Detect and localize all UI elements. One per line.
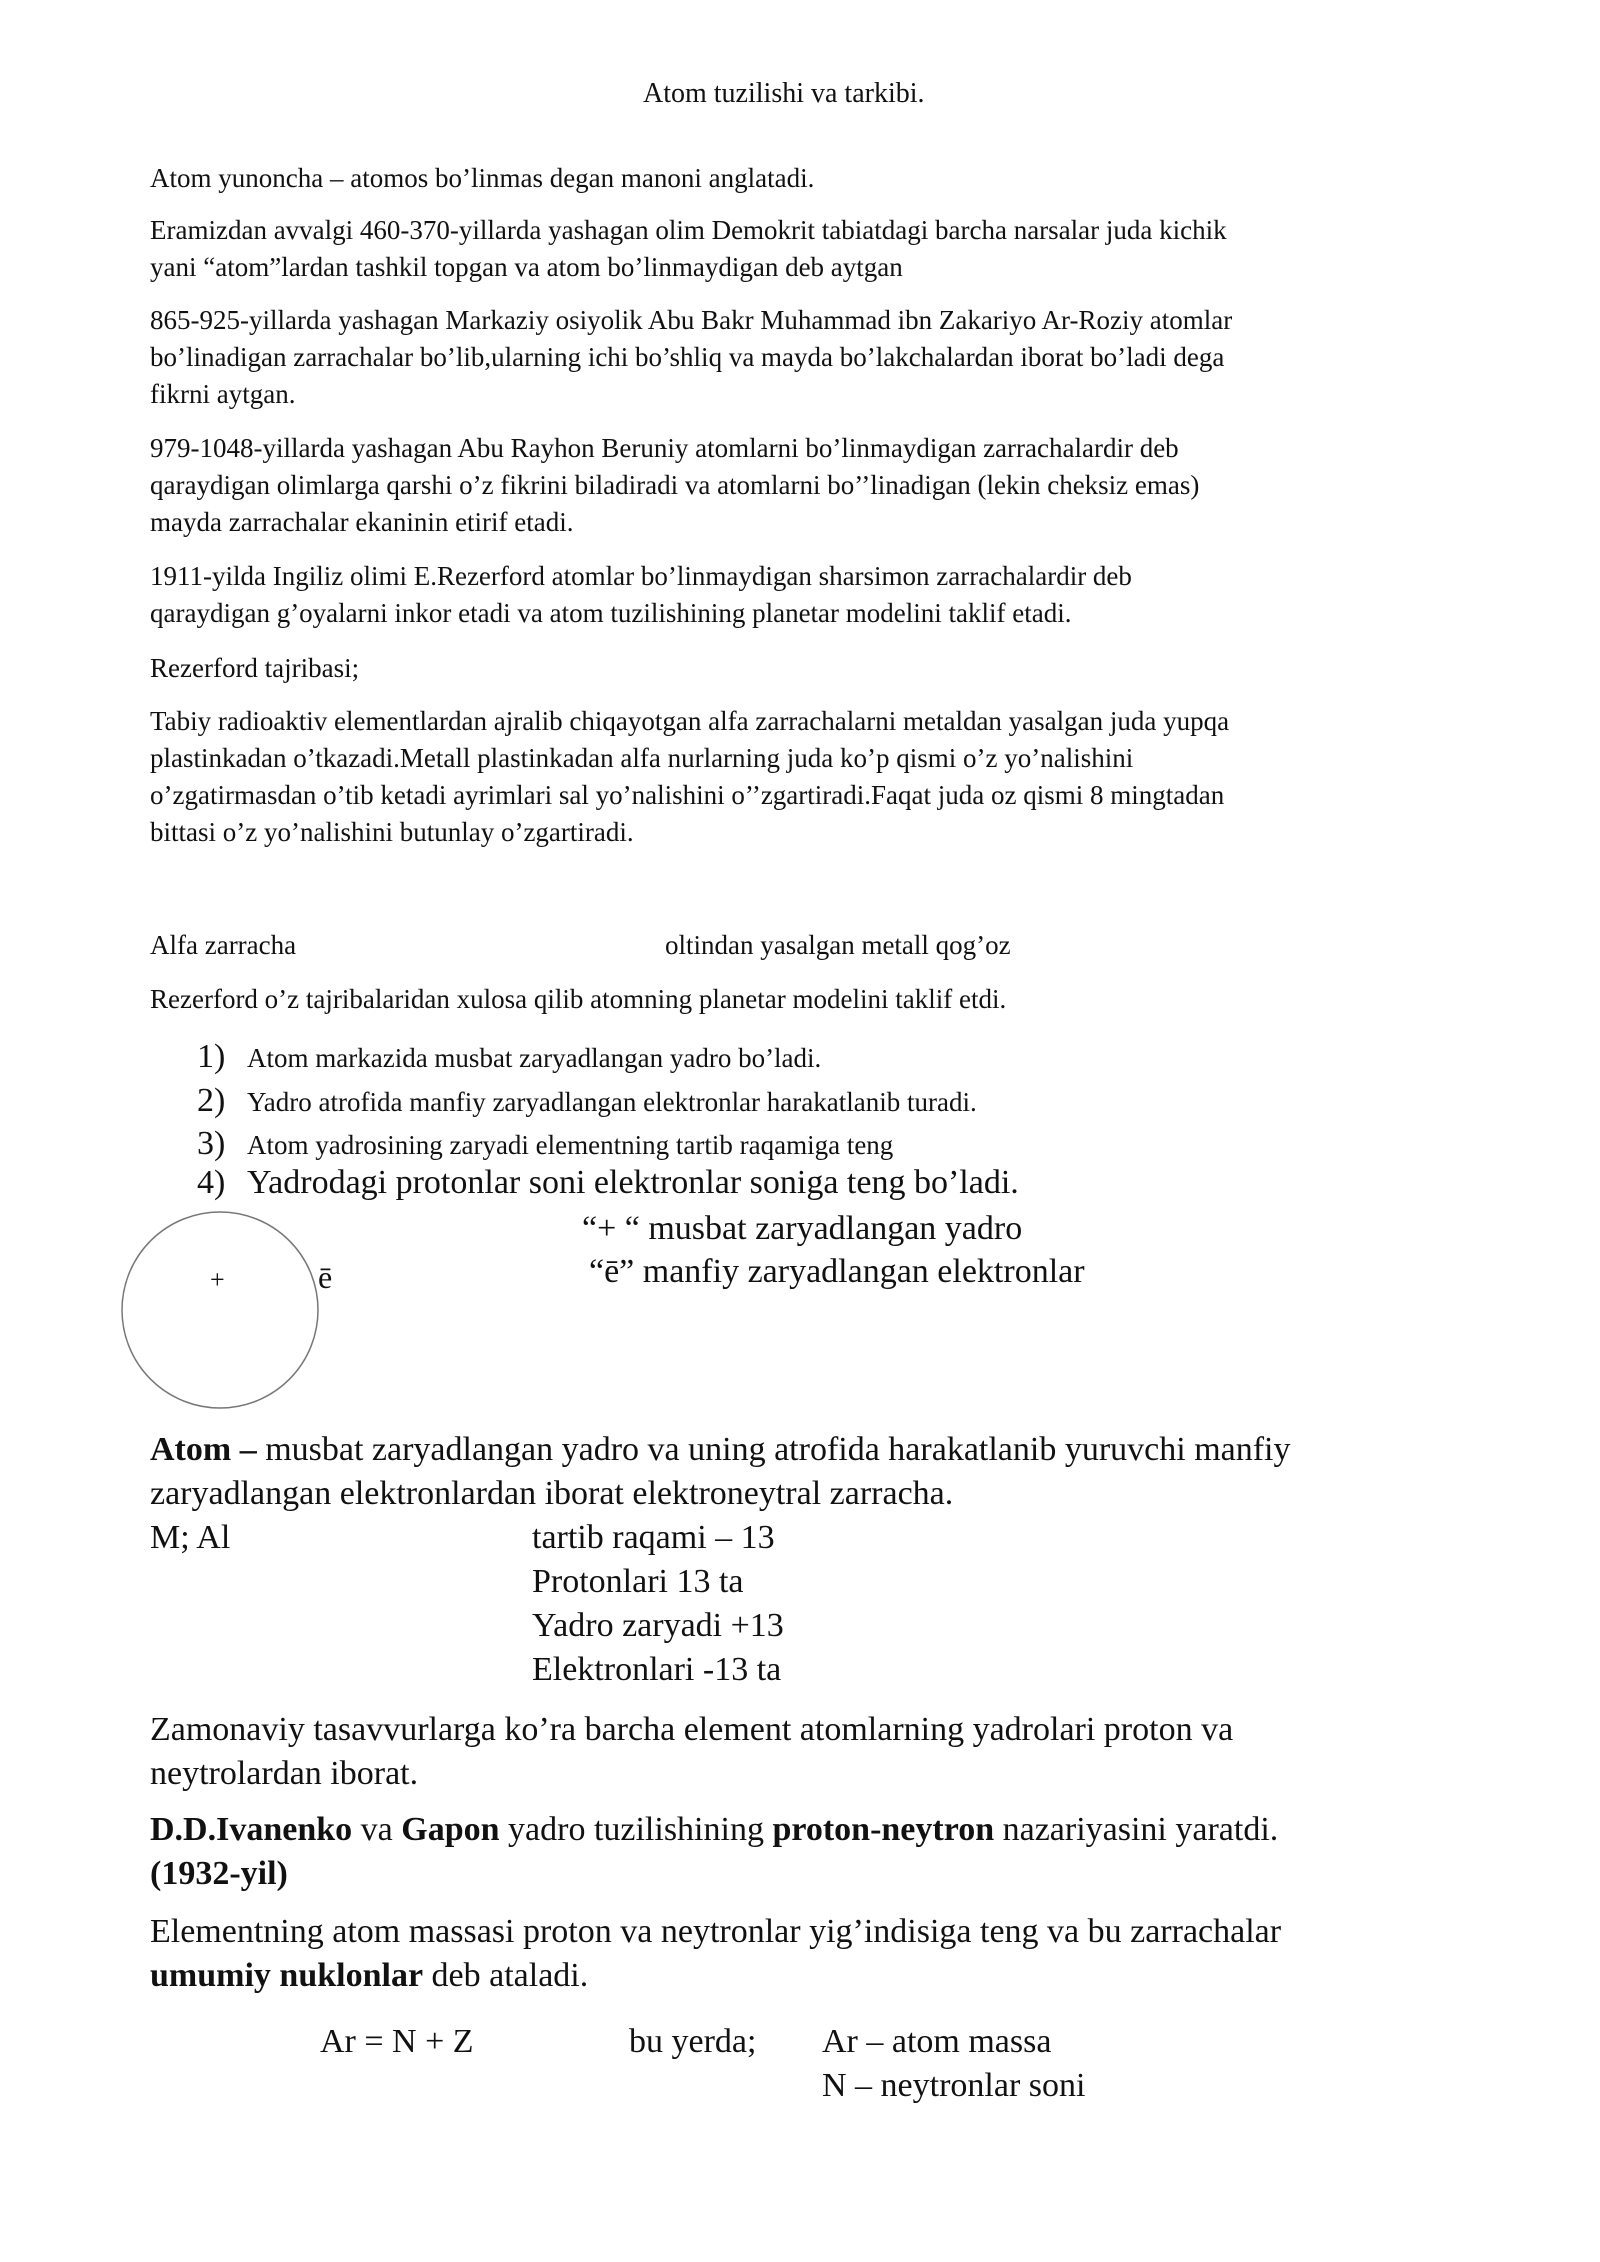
formula-where: bu yerda; bbox=[629, 2023, 757, 2060]
list-text: Yadro atrofida manfiy zaryadlangan elektronlar harakatlanib turadi. bbox=[247, 1087, 977, 1117]
paragraph-line: Elementning atom massasi proton va neytronlar yig’indisiga teng va bu zarrachalar bbox=[150, 1913, 1282, 1950]
page-title: Atom tuzilishi va tarkibi. bbox=[643, 78, 925, 109]
paragraph-experiment bbox=[150, 703, 1450, 851]
paragraph-rezerford bbox=[150, 558, 1450, 632]
example-line: Protonlari 13 ta bbox=[532, 1563, 744, 1600]
paragraph-line: yani “atom”lardan tashkil topgan va atom bo’linmaydigan deb aytgan bbox=[150, 252, 903, 282]
definition-term: Atom – bbox=[150, 1431, 257, 1468]
theory-name: proton-neytron bbox=[772, 1811, 995, 1848]
paragraph-intro bbox=[150, 160, 1450, 197]
list-number: 2) bbox=[197, 1082, 226, 1119]
paragraph-line: mayda zarrachalar ekaninin etirif etadi. bbox=[150, 507, 574, 537]
formula-definition: N – neytronlar soni bbox=[822, 2067, 1086, 2104]
list-item bbox=[197, 1125, 893, 1163]
list-text: Yadrodagi protonlar soni elektronlar soniga teng bo’ladi. bbox=[247, 1164, 1019, 1201]
legend-electron: “ē” manfiy zaryadlangan elektronlar bbox=[589, 1253, 1085, 1290]
paragraph-line: bo’linadigan zarrachalar bo’lib,ularning ichi bo’shliq va mayda bo’lakchalardan iborat bo’ladi dega bbox=[150, 342, 1225, 372]
definition-text: zaryadlangan elektronlardan iborat elektroneytral zarracha. bbox=[150, 1475, 954, 1512]
paragraph-beruniy bbox=[150, 430, 1450, 541]
formula-definition: Ar – atom massa bbox=[822, 2023, 1052, 2060]
list-item bbox=[197, 1038, 821, 1076]
formula-definitions bbox=[822, 2020, 1085, 2108]
paragraph-line: Zamonaviy tasavvurlarga ko’ra barcha element atomlarning yadrolari proton va bbox=[150, 1711, 1234, 1748]
paragraph-line: Tabiy radioaktiv elementlardan ajralib chiqayotgan alfa zarrachalarni metaldan yasalgan juda yupqa bbox=[150, 706, 1230, 736]
alfa-label: Alfa zarracha bbox=[150, 930, 297, 960]
conclusion-line: Rezerford o’z tajribalaridan xulosa qilib atomning planetar modelini taklif etdi. bbox=[150, 984, 1007, 1014]
paragraph-roziy bbox=[150, 302, 1450, 413]
list-item bbox=[197, 1164, 1019, 1202]
paragraph-line: neytrolardan iborat. bbox=[150, 1755, 419, 1792]
list-number: 3) bbox=[197, 1125, 226, 1162]
experiment-heading: Rezerford tajribasi; bbox=[150, 653, 360, 683]
author-name: Gapon bbox=[401, 1811, 500, 1848]
definition-text: musbat zaryadlangan yadro va uning atrofida harakatlanib yuruvchi manfiy bbox=[256, 1431, 1291, 1468]
electron-symbol: ē bbox=[318, 1259, 333, 1295]
example-line: Yadro zaryadi +13 bbox=[532, 1607, 784, 1644]
atom-model-circle bbox=[118, 1208, 322, 1412]
paragraph-line: 1911-yilda Ingiliz olimi E.Rezerford atomlar bo’linmaydigan sharsimon zarrachalardir deb bbox=[150, 561, 1132, 591]
paragraph-line: fikrni aytgan. bbox=[150, 379, 296, 409]
paragraph-line: plastinkadan o’tkazadi.Metall plastinkadan alfa nurlarning juda ko’p qismi o’z yo’nalishini bbox=[150, 743, 1134, 773]
legend-nucleus: “+ “ musbat zaryadlangan yadro bbox=[582, 1210, 1023, 1247]
paragraph-line: bittasi o’z yo’nalishini butunlay o’zgartiradi. bbox=[150, 817, 634, 847]
paragraph-line: deb ataladi. bbox=[423, 1957, 589, 1994]
foil-label: oltindan yasalgan metall qog’oz bbox=[665, 930, 1011, 960]
year-label: (1932-yil) bbox=[150, 1855, 288, 1892]
example-line: Elektronlari -13 ta bbox=[532, 1651, 782, 1688]
connector-text: va bbox=[352, 1811, 402, 1848]
nucleons-term: umumiy nuklonlar bbox=[150, 1957, 424, 1994]
paragraph-line: 979-1048-yillarda yashagan Abu Rayhon Beruniy atomlarni bo’linmaydigan zarrachalardir deb bbox=[150, 433, 1179, 463]
paragraph-ivanenko bbox=[150, 1808, 1278, 1896]
author-name: D.D.Ivanenko bbox=[150, 1811, 353, 1848]
paragraph-mass bbox=[150, 1910, 1281, 1998]
nucleus-plus-sign: + bbox=[210, 1265, 225, 1294]
paragraph-line: Atom yunoncha – atomos bo’linmas degan manoni anglatadi. bbox=[150, 163, 815, 193]
list-item bbox=[197, 1082, 977, 1120]
list-text: Atom yadrosining zaryadi elementning tartib raqamiga teng bbox=[247, 1130, 894, 1160]
formula: Ar = N + Z bbox=[320, 2023, 474, 2060]
paragraph-line: qaraydigan g’oyalarni inkor etadi va atom tuzilishining planetar modelini taklif etadi. bbox=[150, 598, 1072, 628]
paragraph-line: qaraydigan olimlarga qarshi o’z fikrini biladiradi va atomlarni bo’’linadigan (lekin cheksiz emas) bbox=[150, 470, 1200, 500]
atom-definition bbox=[150, 1428, 1291, 1516]
example-label: M; Al bbox=[150, 1519, 231, 1556]
example-values bbox=[532, 1516, 784, 1692]
paragraph-line: Eramizdan avvalgi 460-370-yillarda yashagan olim Demokrit tabiatdagi barcha narsalar juda kichik bbox=[150, 215, 1227, 245]
list-text: Atom markazida musbat zaryadlangan yadro bo’ladi. bbox=[247, 1043, 822, 1073]
paragraph-line: 865-925-yillarda yashagan Markaziy osiyolik Abu Bakr Muhammad ibn Zakariyo Ar-Roziy atomlar bbox=[150, 305, 1233, 335]
paragraph-demokrit bbox=[150, 212, 1450, 286]
connector-text: nazariyasini yaratdi. bbox=[994, 1811, 1279, 1848]
list-number: 1) bbox=[197, 1038, 226, 1075]
example-line: tartib raqami – 13 bbox=[532, 1519, 775, 1556]
list-number: 4) bbox=[197, 1164, 226, 1201]
connector-text: yadro tuzilishining bbox=[499, 1811, 773, 1848]
paragraph-line: o’zgatirmasdan o’tib ketadi ayrimlari sal yo’nalishini o’’zgartiradi.Faqat juda oz qismi 8 mingtadan bbox=[150, 780, 1225, 810]
paragraph-modern bbox=[150, 1708, 1233, 1796]
